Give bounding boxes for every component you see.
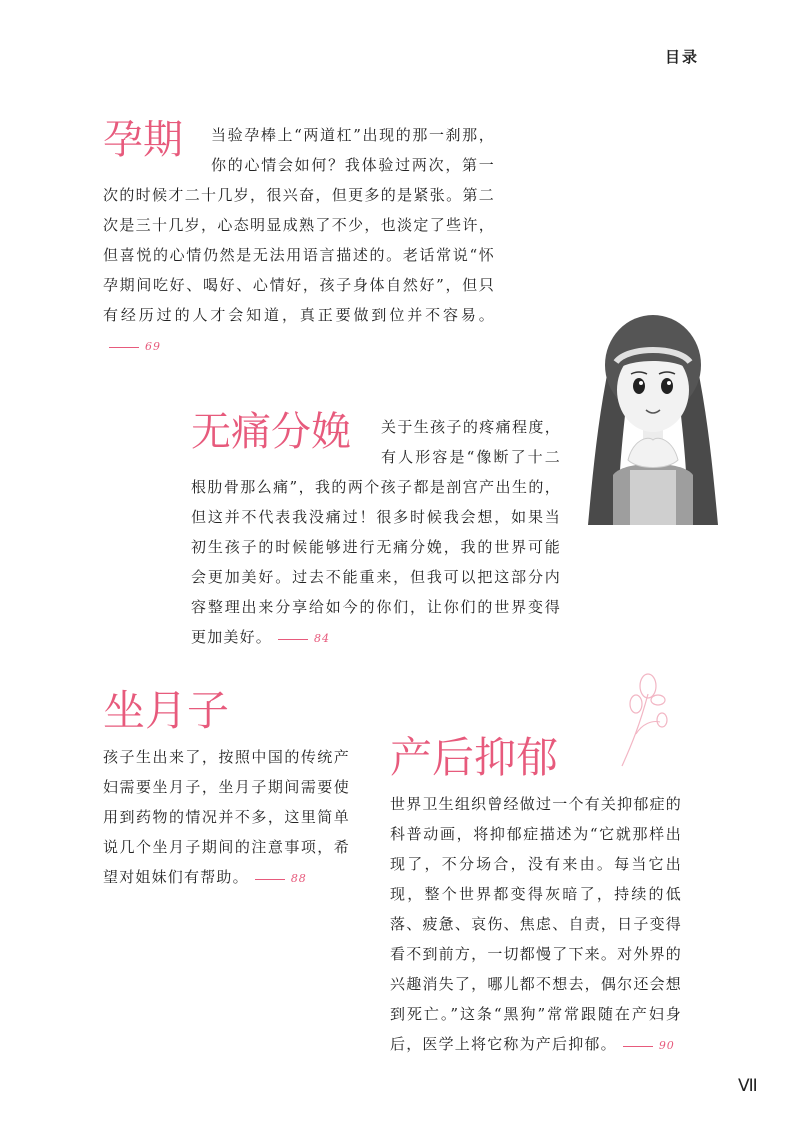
page-number-ref: 88 [290, 872, 307, 885]
page-reference[interactable] [617, 1039, 675, 1052]
page-number-ref: 90 [658, 1039, 675, 1052]
section-heading: 产后抑郁 [390, 733, 559, 782]
section-body: 孩子生出来了，按照中国的传统产妇需要坐月子，坐月子期间需要使用到药物的情况并不多，这里简单说几个坐月子期间的注意事项，希望对姐妹们有帮助。 [103, 748, 350, 886]
toc-section-pregnancy [103, 117, 495, 362]
page-reference[interactable] [103, 340, 161, 353]
toc-section-painless-delivery [191, 409, 561, 654]
section-text [390, 789, 682, 1061]
page-reference[interactable] [249, 872, 307, 885]
section-body: 当验孕棒上“两道杠”出现的那一刹那，你的心情会如何？我体验过两次，第一次的时候才二十几岁，很兴奋，但更多的是紧张。第二次是三十几岁，心态明显成熟了不少，也淡定了些许，但喜悦的心情仍然是无法用语言描述的。老话常说“怀孕期间吃好、喝好、心情好，孩子身体自然好”，但只有经历过的人才会知道，真正要做到位并不容易。 [103, 126, 495, 324]
section-body: 关于生孩子的疼痛程度，有人形容是“像断了十二根肋骨那么痛”，我的两个孩子都是剖宫产出生的，但这并不代表我没痛过！很多时候我会想，如果当初生孩子的时候能够进行无痛分娩，我的世界可能会更加美好。过去不能重来，但我可以把这部分内容整理出来分享给如今的你们，让你们的世界变得更加美好。 [191, 418, 561, 646]
section-heading: 孕期 [103, 117, 183, 163]
section-heading: 坐月子 [103, 686, 230, 735]
girl-portrait-illustration [588, 310, 718, 525]
page-number-ref: 84 [314, 632, 331, 645]
toc-section-confinement [103, 686, 350, 894]
page-reference[interactable] [272, 632, 330, 645]
toc-header-title: 目录 [665, 48, 700, 66]
page-number-ref: 69 [145, 340, 161, 353]
pink-flower-sketch-icon [612, 664, 668, 768]
section-text [103, 742, 350, 894]
toc-section-postpartum-depression [390, 733, 682, 1061]
section-body: 世界卫生组织曾经做过一个有关抑郁症的科普动画，将抑郁症描述为“它就那样出现了，不分场合，没有来由。每当它出现，整个世界都变得灰暗了，持续的低落、疲惫、哀伤、焦虑、自责，日子变得看不到前方，一切都慢了下来。对外界的兴趣消失了，哪儿都不想去，偶尔还会想到死亡。”这条“黑狗”常常跟随在产妇身后，医学上将它称为产后抑郁。 [390, 795, 682, 1053]
page-number: VII [738, 1076, 757, 1096]
section-heading: 无痛分娩 [191, 409, 351, 455]
